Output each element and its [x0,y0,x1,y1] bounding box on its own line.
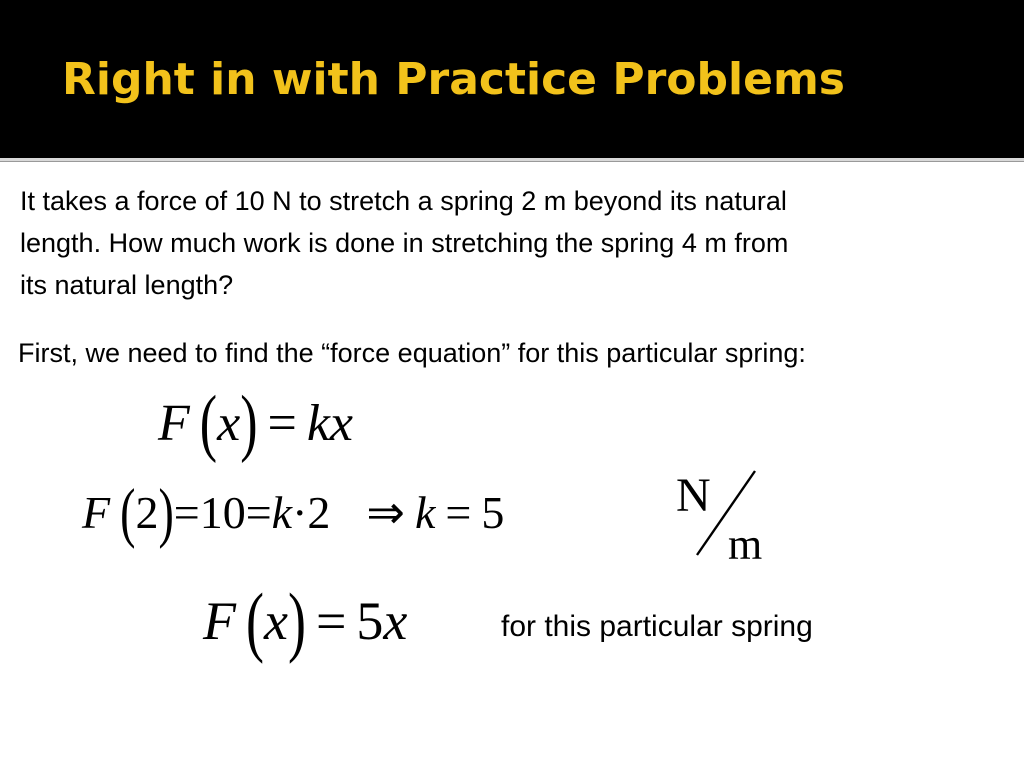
implies-arrow-icon: ⇒ [366,487,405,538]
equation-spring-force [203,577,408,665]
equation-general-force [158,381,354,465]
eq1-right-paren: ) [240,381,258,465]
equation-note: for this particular spring [501,610,813,643]
eq3-left-paren: ( [246,577,264,665]
problem-line: length. How much work is done in stretching the spring 4 m from [20,228,789,258]
eq3-x-rhs: x [383,591,408,651]
problem-line: its natural length? [20,270,234,300]
eq3-equals: = [315,591,347,651]
eq3-right-paren: ) [287,577,306,665]
eq2-left-paren: ( [120,475,136,550]
title-divider-shadow [0,161,1024,162]
eq2-two: 2 [307,487,331,538]
eq2-equals-1: = [173,487,200,538]
eq2-equals-2: = [245,487,272,538]
unit-numerator: N [676,469,711,522]
eq2-value: 10 [199,487,246,538]
unit-denominator: m [728,520,763,569]
intro-text: First, we need to find the “force equation” for this particular spring: [18,338,806,368]
eq2-right-paren: ) [158,475,174,550]
eq1-x: x [217,395,241,452]
eq2-dot: · [292,487,308,538]
eq2-k-result: k [414,487,436,538]
eq3-coefficient: 5 [356,591,384,651]
slide-title: Right in with Practice Problems [62,54,845,105]
eq2-equals-3: = [445,487,472,538]
problem-statement [20,180,788,306]
eq1-rhs: kx [306,395,354,452]
eq2-arg: 2 [135,487,159,538]
eq2-k: k [271,487,293,538]
eq2-f: F [82,487,111,538]
eq1-f: F [158,395,190,452]
problem-line: It takes a force of 10 N to stretch a spring 2 m beyond its natural [20,186,787,216]
eq2-result: 5 [481,487,505,538]
eq1-equals: = [267,395,297,452]
title-bar [0,0,1024,158]
eq1-left-paren: ( [199,381,218,465]
eq3-f: F [203,591,236,651]
eq3-x: x [263,591,288,651]
equation-find-k [82,475,505,550]
